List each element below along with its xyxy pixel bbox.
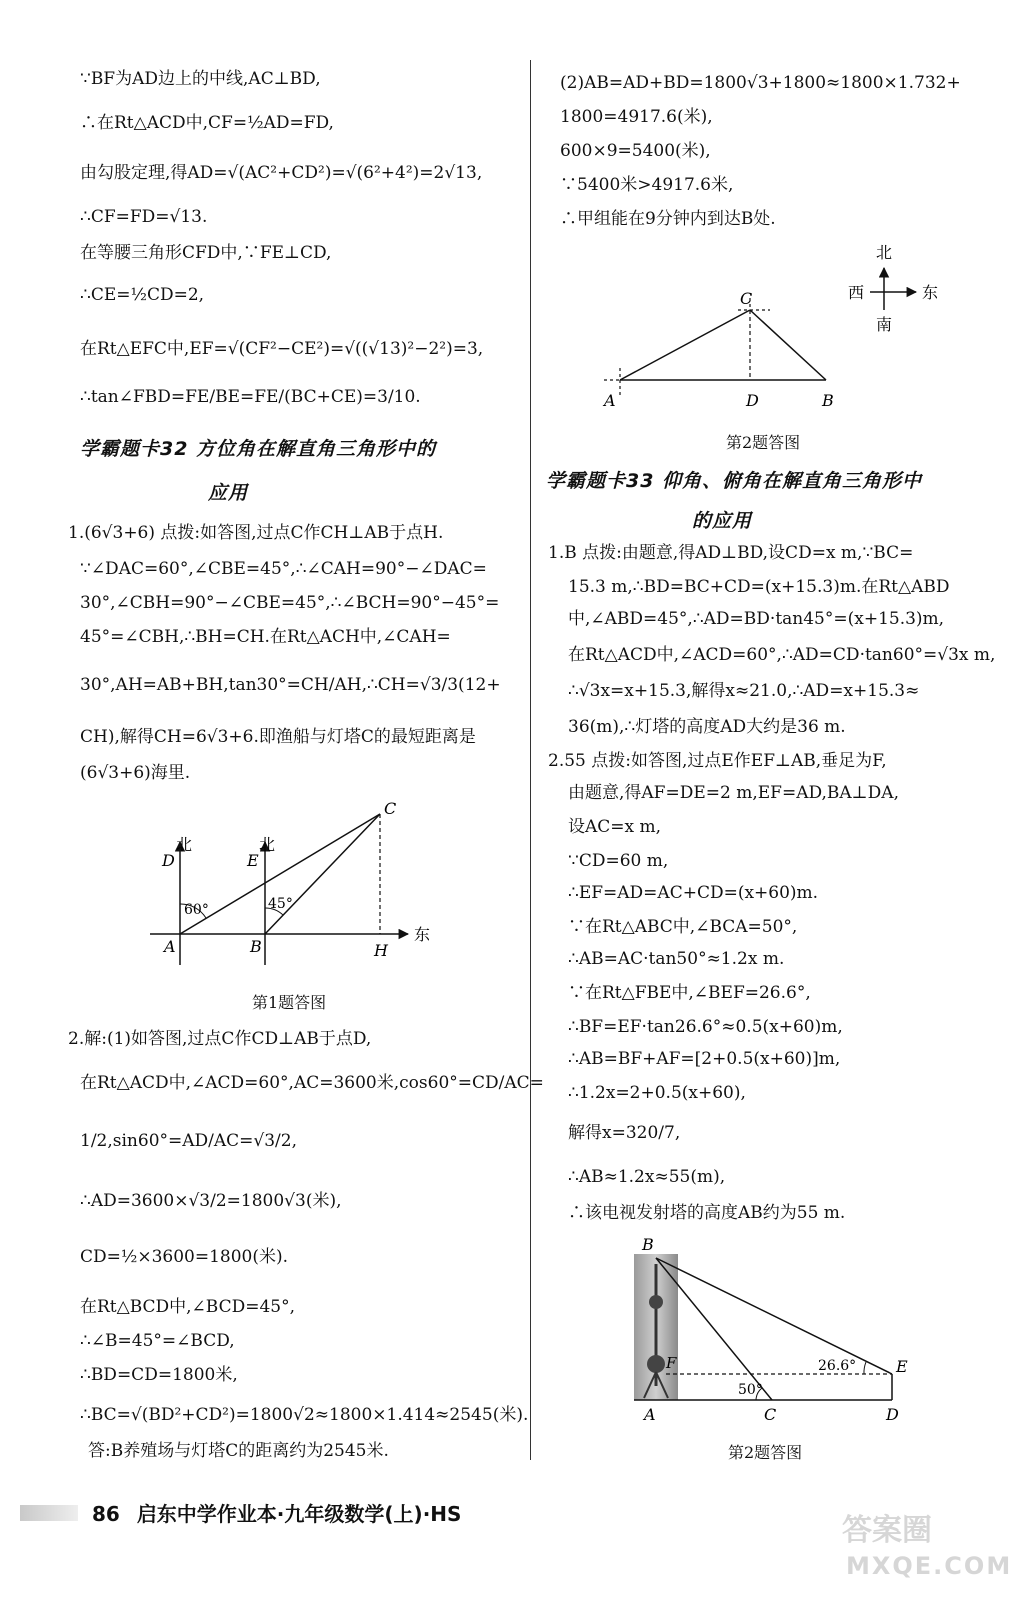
compass-south: 南 (876, 315, 893, 334)
text-line: 在Rt△ACD中,∠ACD=60°,∴AD=CD·tan60°=√3x m, (568, 645, 996, 665)
footer-decoration (20, 1505, 78, 1521)
label-d: D (746, 391, 759, 410)
label-d: D (162, 851, 175, 870)
watermark-logo: 答案圈 (842, 1513, 932, 1548)
page-footer (92, 1498, 461, 1527)
segment-bc (265, 814, 380, 934)
label-east: 东 (414, 925, 431, 944)
text-line: ∵∠DAC=60°,∠CBE=45°,∴∠CAH=90°−∠DAC= (80, 559, 487, 579)
label-a: A (604, 391, 616, 410)
label-b: B (822, 391, 834, 410)
text-line: ∴∠B=45°=∠BCD, (80, 1331, 235, 1351)
compass-east: 东 (922, 283, 939, 302)
text-line: 2.解:(1)如答图,过点C作CD⊥AB于点D, (68, 1029, 372, 1049)
text-line: ∴BD=CD=1800米, (80, 1365, 238, 1385)
label-c: C (384, 800, 397, 818)
text-line: (6√3+6)海里. (80, 763, 191, 783)
text-line: 解得x=320/7, (568, 1123, 681, 1143)
label-d: D (886, 1405, 899, 1420)
text-line: 15.3 m,∴BD=BC+CD=(x+15.3)m.在Rt△ABD (568, 577, 950, 597)
text-line: ∴CF=FD=√13. (80, 207, 208, 227)
text-line: 在等腰三角形CFD中,∵FE⊥CD, (80, 243, 332, 263)
text-line: 30°,AH=AB+BH,tan30°=CH/AH,∴CH=√3/3(12+ (80, 675, 501, 695)
text-line: ∴BC=√(BD²+CD²)=1800√2≈1800×1.414≈2545(米). (80, 1405, 529, 1425)
label-north-2: 北 (259, 835, 276, 854)
text-line: (2)AB=AD+BD=1800√3+1800≈1800×1.732+ (560, 73, 961, 93)
text-line: ∴EF=AD=AC+CD=(x+60)m. (568, 883, 819, 903)
label-angle-60: 60° (184, 902, 209, 918)
text-line: ∴AB=AC·tan50°≈1.2x m. (568, 949, 785, 969)
text-line: ∵5400米>4917.6米, (560, 175, 734, 195)
text-line: ∴CE=½CD=2, (80, 285, 205, 305)
text-line: 由勾股定理,得AD=√(AC²+CD²)=√(6²+4²)=2√13, (80, 163, 483, 183)
text-line: 1800=4917.6(米), (560, 107, 713, 127)
label-angle-45: 45° (268, 896, 293, 912)
text-line: 在Rt△ACD中,∠ACD=60°,AC=3600米,cos60°=CD/AC= (80, 1073, 544, 1093)
label-angle-50: 50° (738, 1382, 763, 1398)
text-line: ∴甲组能在9分钟内到达B处. (560, 209, 776, 229)
text-line: ∵在Rt△FBE中,∠BEF=26.6°, (568, 983, 811, 1003)
text-line: 在Rt△EFC中,EF=√(CF²−CE²)=√((√13)²−2²)=3, (80, 339, 484, 359)
text-line: ∴1.2x=2+0.5(x+60), (568, 1083, 746, 1103)
text-line: 45°=∠CBH,∴BH=CH.在Rt△ACH中,∠CAH= (80, 627, 451, 647)
label-e: E (247, 851, 259, 870)
text-line: 答:B养殖场与灯塔C的距离约为2545米. (88, 1441, 389, 1461)
figure-1-diagram (140, 800, 470, 1010)
label-angle-26-6: 26.6° (818, 1358, 857, 1374)
text-line: 36(m),∴灯塔的高度AD大约是36 m. (568, 717, 846, 737)
label-b: B (250, 937, 262, 956)
text-line: 1.B 点拨:由题意,得AD⊥BD,设CD=x m,∵BC= (548, 543, 914, 563)
book-title: 启东中学作业本·九年级数学(上)·HS (136, 1502, 462, 1526)
compass-west: 西 (848, 283, 865, 302)
text-line: ∴AD=3600×√3/2=1800√3(米), (80, 1191, 342, 1211)
text-line: ∵BF为AD边上的中线,AC⊥BD, (80, 69, 321, 89)
text-line: ∴该电视发射塔的高度AB约为55 m. (568, 1203, 846, 1223)
text-line: 1.(6√3+6) 点拨:如答图,过点C作CH⊥AB于点H. (68, 523, 444, 543)
label-b: B (642, 1236, 654, 1254)
text-line: ∴√3x=x+15.3,解得x≈21.0,∴AD=x+15.3≈ (568, 681, 920, 701)
text-line: ∴AB≈1.2x≈55(m), (568, 1167, 726, 1187)
text-line: ∴在Rt△ACD中,CF=½AD=FD, (80, 113, 334, 133)
figure-2-caption: 第2题答图 (726, 433, 801, 452)
segment-ac (620, 310, 750, 380)
text-line: 在Rt△BCD中,∠BCD=45°, (80, 1297, 296, 1317)
text-line: 中,∠ABD=45°,∴AD=BD·tan45°=(x+15.3)m, (568, 609, 945, 629)
figure-1-caption: 第1题答图 (252, 993, 327, 1012)
segment-cb (750, 310, 826, 380)
text-line: ∴AB=BF+AF=[2+0.5(x+60)]m, (568, 1049, 841, 1069)
label-c: C (764, 1405, 777, 1420)
label-a: A (164, 937, 176, 956)
section-title-32: 学霸题卡32 方位角在解直角三角形中的 (80, 438, 437, 460)
label-a: A (644, 1405, 656, 1420)
label-north-1: 北 (176, 835, 193, 854)
text-line: ∴BF=EF·tan26.6°≈0.5(x+60)m, (568, 1017, 843, 1037)
section-title-33-cont: 的应用 (692, 510, 753, 532)
text-line: 由题意,得AF=DE=2 m,EF=AD,BA⊥DA, (568, 783, 899, 803)
segment-be (656, 1258, 892, 1374)
label-c: C (740, 289, 753, 308)
text-line: 2.55 点拨:如答图,过点E作EF⊥AB,垂足为F, (548, 751, 887, 771)
figure-3-caption: 第2题答图 (728, 1443, 803, 1462)
column-divider (530, 60, 531, 1460)
text-line: 1/2,sin60°=AD/AC=√3/2, (80, 1131, 298, 1151)
figure-3-diagram (620, 1236, 920, 1420)
label-h: H (374, 941, 388, 960)
compass-north: 北 (876, 243, 893, 262)
figure-2-diagram (590, 238, 990, 418)
text-line: CD=½×3600=1800(米). (80, 1247, 289, 1267)
text-line: 600×9=5400(米), (560, 141, 711, 161)
section-title-32-cont: 应用 (208, 482, 249, 504)
text-line: ∴tan∠FBD=FE/BE=FE/(BC+CE)=3/10. (80, 387, 421, 407)
watermark-url: MXQE.COM (846, 1552, 1013, 1580)
text-line: ∵在Rt△ABC中,∠BCA=50°, (568, 917, 798, 937)
text-line: 30°,∠CBH=90°−∠CBE=45°,∴∠BCH=90°−45°= (80, 593, 500, 613)
label-e: E (896, 1357, 908, 1376)
text-line: 设AC=x m, (568, 817, 662, 837)
page-number: 86 (92, 1502, 120, 1526)
text-line: ∵CD=60 m, (568, 851, 669, 871)
segment-ac (180, 814, 380, 934)
section-title-33: 学霸题卡33 仰角、俯角在解直角三角形中 (546, 470, 923, 492)
label-f: F (666, 1354, 677, 1372)
text-line: CH),解得CH=6√3+6.即渔船与灯塔C的最短距离是 (80, 727, 476, 747)
